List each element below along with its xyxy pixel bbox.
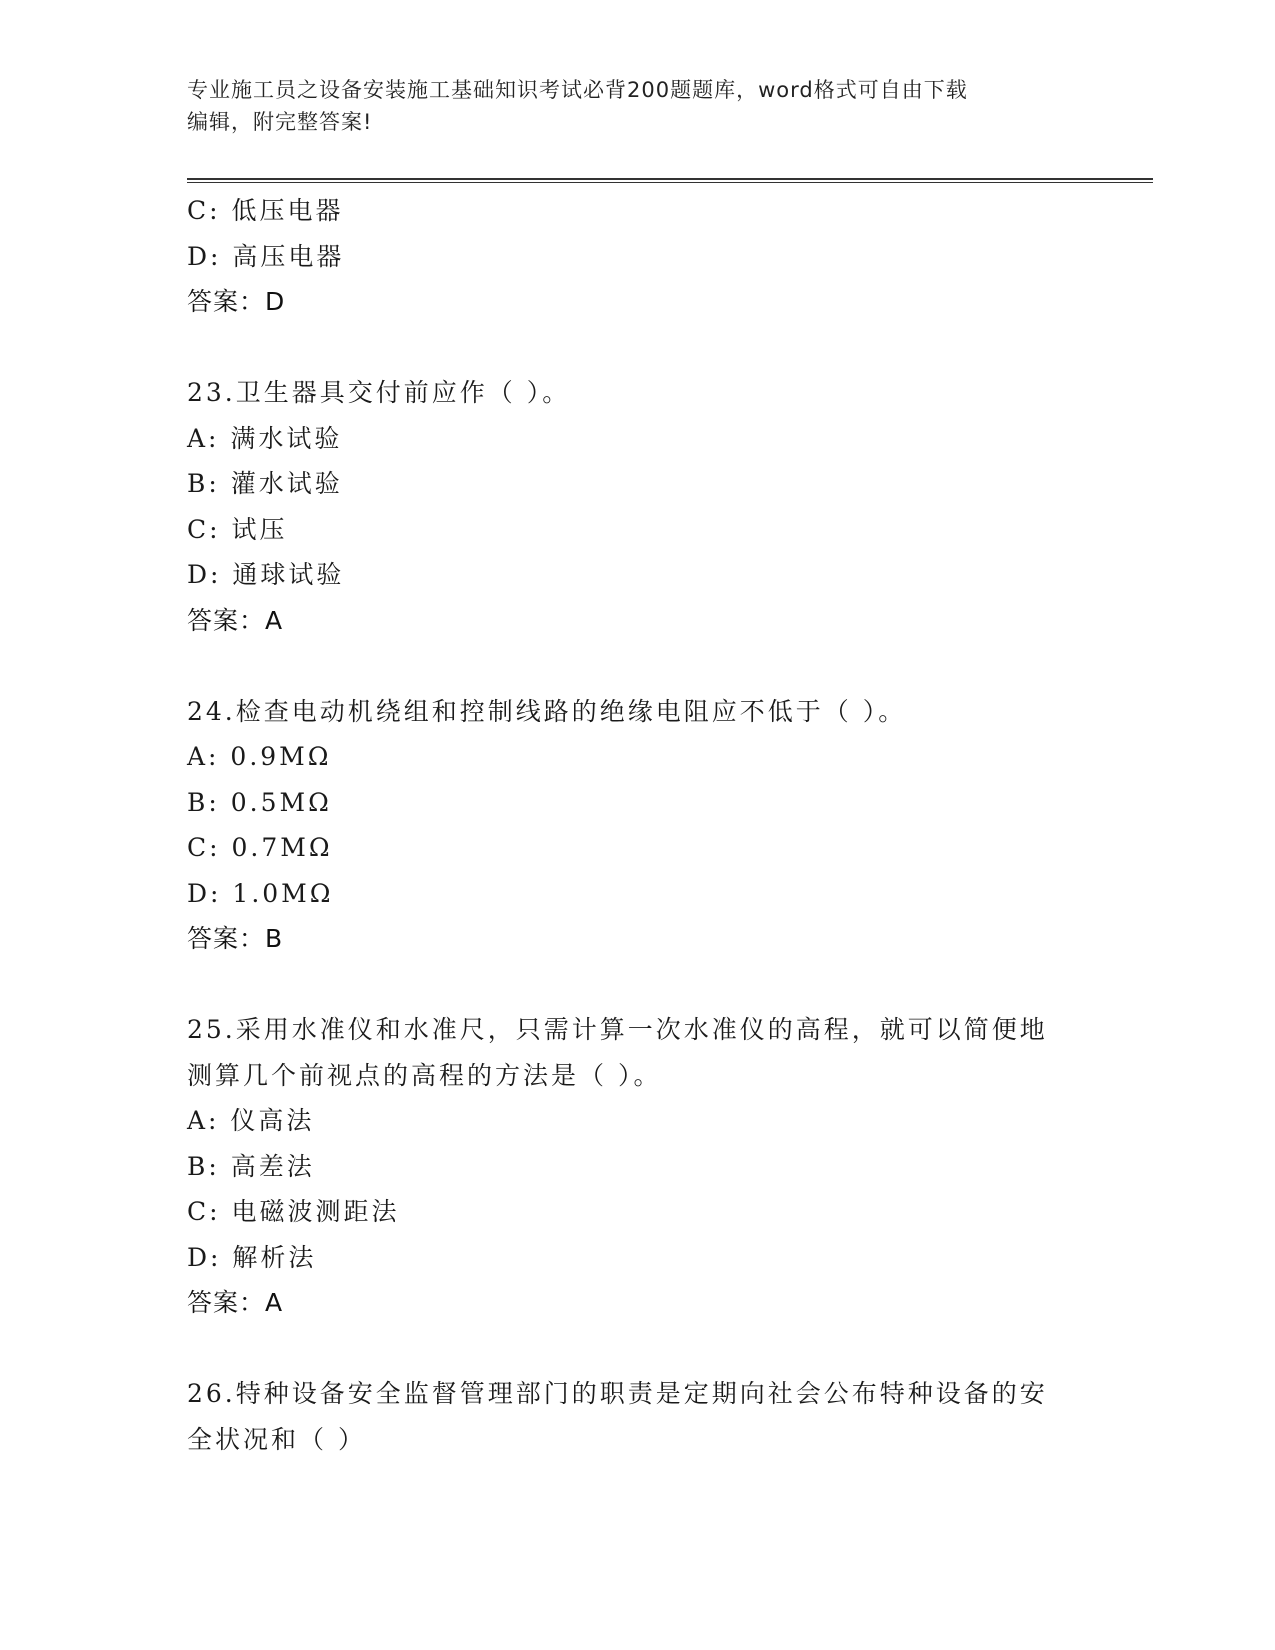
option-d: D: 解析法	[187, 1242, 317, 1272]
question-24	[187, 689, 1087, 962]
option-c: C: 低压电器	[187, 196, 344, 225]
question-text-line-2: 全状况和（ ）	[187, 1424, 366, 1454]
option-a: A: 0.9MΩ	[187, 742, 332, 771]
option-b: B: 0.5MΩ	[187, 787, 332, 817]
question-text: 24.检查电动机绕组和控制线路的绝缘电阻应不低于（ ）。	[187, 696, 907, 726]
option-d: D: 1.0MΩ	[187, 878, 334, 908]
option-b: B: 高差法	[187, 1151, 315, 1181]
option-b: B: 灌水试验	[187, 469, 343, 498]
option-c: C: 电磁波测距法	[187, 1197, 400, 1226]
question-26	[187, 1371, 1087, 1462]
answer: 答案：A	[187, 605, 284, 635]
option-d: D: 高压电器	[187, 241, 345, 271]
answer: 答案：A	[187, 1288, 284, 1317]
question-list	[187, 188, 1087, 1462]
option-c: C: 0.7MΩ	[187, 833, 333, 862]
question-text-line-2: 测算几个前视点的高程的方法是（ ）。	[187, 1060, 662, 1090]
header-divider	[187, 178, 1153, 184]
answer: 答案：B	[187, 924, 284, 953]
question-text-line-1: 26.特种设备安全监督管理部门的职责是定期向社会公布特种设备的安	[187, 1379, 1048, 1408]
question-25	[187, 1007, 1087, 1326]
question-23	[187, 370, 1087, 643]
header-line-1: 专业施工员之设备安装施工基础知识考试必背200题题库，word格式可自由下载	[187, 78, 968, 102]
option-a: A: 仪高法	[187, 1106, 315, 1135]
option-d: D: 通球试验	[187, 560, 345, 589]
question-22	[187, 188, 1087, 325]
question-text-line-1: 25.采用水准仪和水准尺，只需计算一次水准仪的高程，就可以简便地	[187, 1015, 1048, 1044]
document-header	[187, 74, 1087, 138]
question-text: 23.卫生器具交付前应作（ ）。	[187, 378, 571, 407]
option-c: C: 试压	[187, 514, 288, 544]
option-a: A: 满水试验	[187, 423, 343, 453]
answer: 答案：D	[187, 287, 286, 316]
header-line-2: 编辑，附完整答案!	[187, 110, 373, 134]
